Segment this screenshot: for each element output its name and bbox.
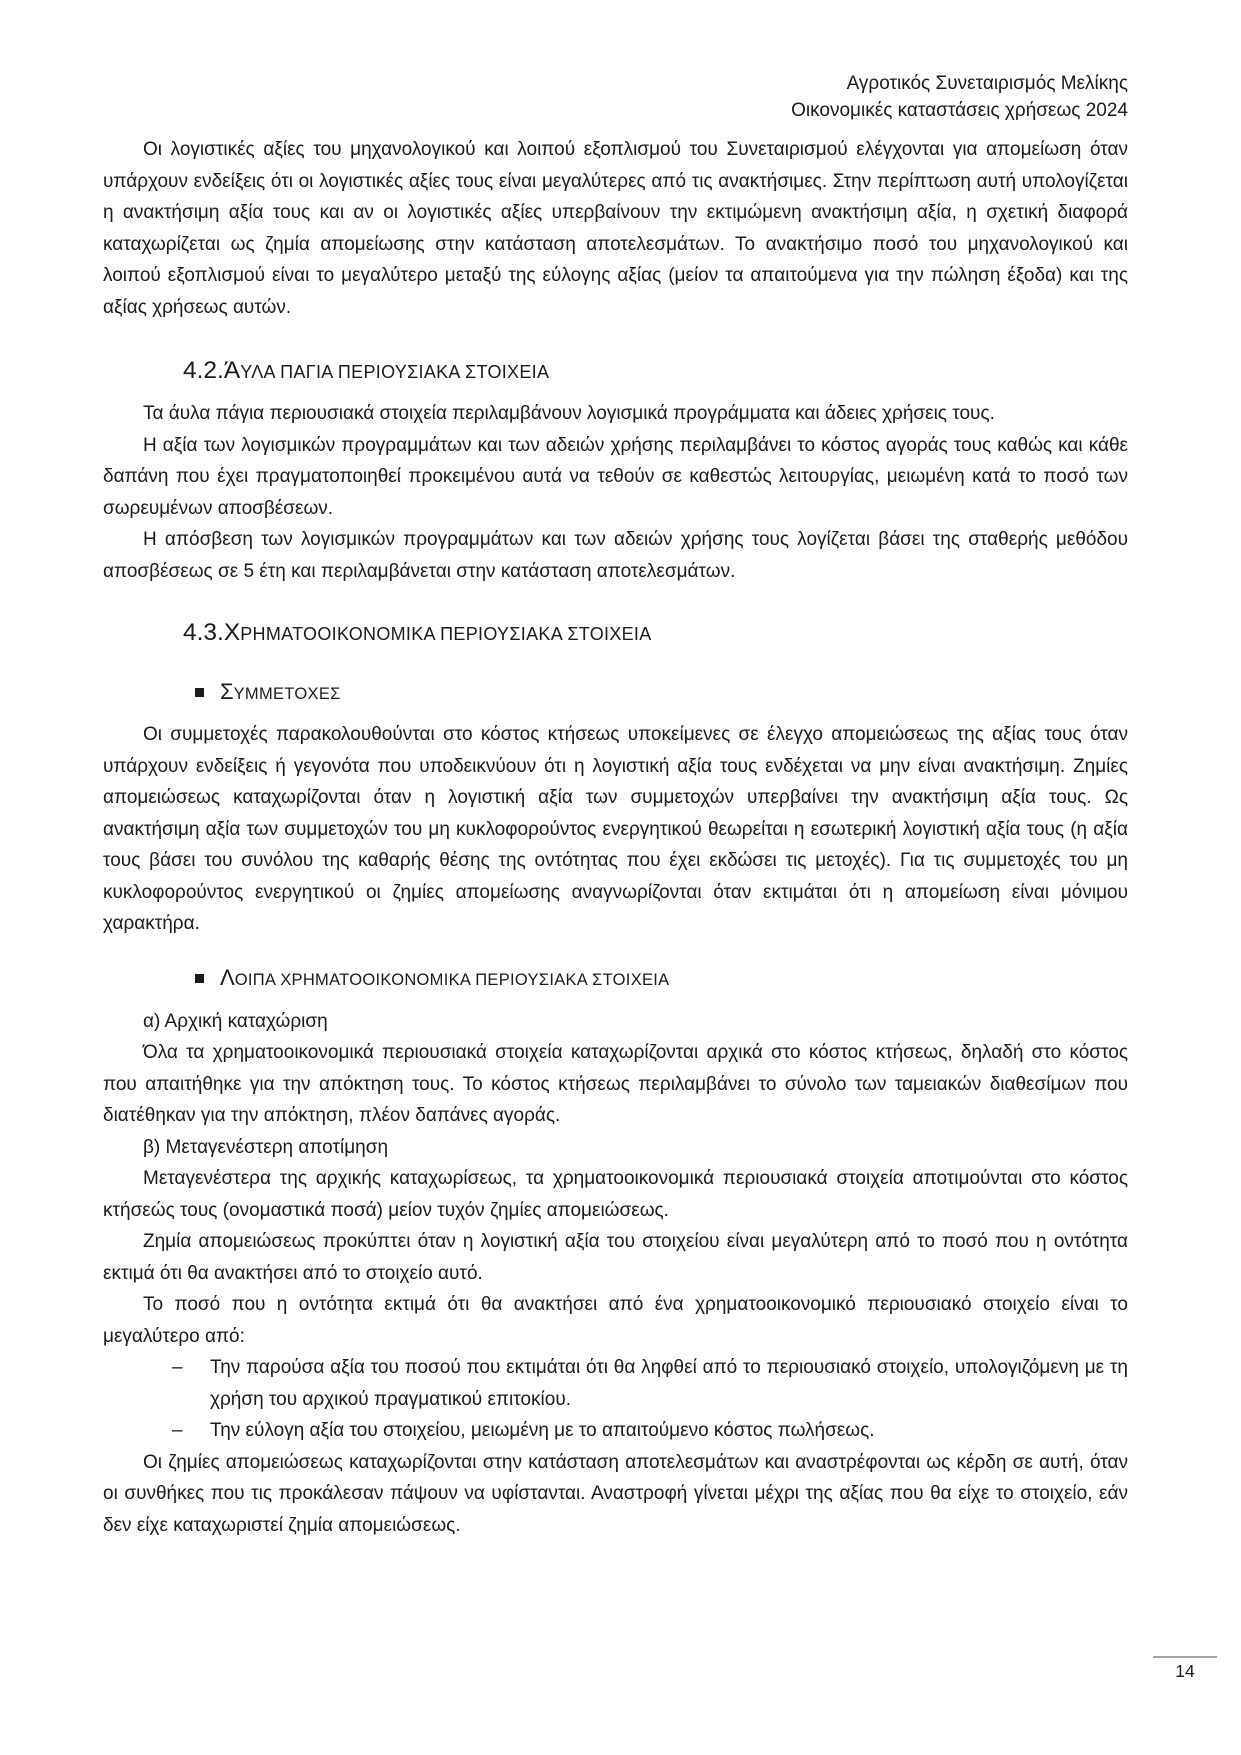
paragraph-subsequent-2: Ζημία απομειώσεως προκύπτει όταν η λογιστική αξία του στοιχείου είναι μεγαλύτερη από το ποσό που η οντότητα εκτιμά ότι θα ανακτήσει από το στοιχείο αυτό. bbox=[103, 1231, 1128, 1284]
list-item bbox=[172, 1415, 1128, 1447]
bullet-square-icon bbox=[195, 974, 204, 983]
document-header bbox=[103, 70, 1128, 124]
label-initial-recognition: α) Αρχική καταχώριση bbox=[143, 1010, 328, 1032]
section-heading-rest: ΥΛΑ ΠΑΓΙΑ ΠΕΡΙΟΥΣΙΑΚΑ ΣΤΟΙΧΕΙΑ bbox=[240, 362, 550, 382]
bullet-label-rest: ΥΜΜΕΤΟΧΕΣ bbox=[233, 685, 341, 703]
paragraph-intangibles-1: Τα άυλα πάγια περιουσιακά στοιχεία περιλαμβάνουν λογισμικά προγράμματα και άδειες χρήσεις τους. bbox=[143, 403, 995, 424]
paragraph-intangibles-3: Η απόσβεση των λογισμικών προγραμμάτων και των αδειών χρήσης τους λογίζεται βάσει της σταθερής μεθόδου αποσβέσεως σε 5 έτη και περιλαμβάνεται στην κατάσταση αποτελεσμάτων. bbox=[103, 529, 1128, 582]
header-organization: Αγροτικός Συνεταιρισμός Μελίκης bbox=[846, 73, 1128, 94]
dash-list bbox=[103, 1352, 1128, 1447]
list-item-text: Την εύλογη αξία του στοιχείου, μειωμένη με το απαιτούμενο κόστος πωλήσεως. bbox=[210, 1420, 875, 1441]
page-footer bbox=[1153, 1656, 1217, 1682]
footer-divider bbox=[1153, 1656, 1217, 1658]
paragraph-impairment-reversal: Οι ζημίες απομειώσεως καταχωρίζονται στην κατάσταση αποτελεσμάτων και αναστρέφονται ως κέρδη σε αυτή, όταν οι συνθήκες που τις προκάλεσαν πάψουν να υφίστανται. Αναστροφή γίνεται μέχρι της αξίας που θα είχε το στοιχείο, εάν δεν είχε καταχωριστεί ζημία απομειώσεως. bbox=[103, 1451, 1128, 1536]
list-item-text: Την παρούσα αξία του ποσού που εκτιμάται ότι θα ληφθεί από το περιουσιακό στοιχείο, υπολογιζόμενη με τη χρήση του αρχικού πραγματικού επιτοκίου. bbox=[210, 1357, 1128, 1410]
paragraph-intangibles-2: Η αξία των λογισμικών προγραμμάτων και των αδειών χρήσης περιλαμβάνει το κόστος αγοράς τους καθώς και κάθε δαπάνη που έχει πραγματοποιηθεί προκειμένου αυτά να τεθούν σε καθεστώς λειτουργίας, μειωμένη κατά το ποσό των σωρευμένων αποσβέσεων. bbox=[103, 434, 1128, 519]
section-heading-lead: 4.3.Χ bbox=[183, 619, 241, 646]
section-heading-lead: 4.2.Ά bbox=[183, 357, 241, 384]
section-heading-4-3 bbox=[183, 618, 1128, 651]
bullet-item-symmetoxes bbox=[195, 677, 1128, 710]
page-content bbox=[103, 0, 1128, 1541]
label-subsequent-measurement: β) Μεταγενέστερη αποτίμηση bbox=[143, 1136, 389, 1158]
paragraph-participations: Οι συμμετοχές παρακολουθούνται στο κόστος κτήσεως υποκείμενες σε έλεγχο απομειώσεως της αξίας τους όταν υπάρχουν ενδείξεις ή γεγονότα που υποδεικνύουν ότι η λογιστική αξία τους ενδέχεται να μην είναι ανακτήσιμη. Ζημίες απομειώσεως καταχωρίζονται όταν η λογιστική αξία των συμμετοχών υπερβαίνει την ανακτήσιμη αξία τους. Ως ανακτήσιμη αξία των συμμετοχών του μη κυκλοφορούντος ενεργητικού θεωρείται η εσωτερική λογιστική αξία τους (η αξία τους βάσει του συνόλου της καθαρής θέσης της οντότητας που έχει εκδώσει τις μετοχές). Για τις συμμετοχές του μη κυκλοφορούντος ενεργητικού οι ζημίες απομείωσης αναγνωρίζονται όταν εκτιμάται ότι η απομείωση είναι μόνιμου χαρακτήρα. bbox=[103, 724, 1128, 934]
page-number: 14 bbox=[1175, 1661, 1195, 1681]
bullet-label-lead: Σ bbox=[220, 679, 234, 704]
header-subtitle: Οικονομικές καταστάσεις χρήσεως 2024 bbox=[791, 100, 1128, 121]
paragraph-initial-recognition: Όλα τα χρηματοοικονομικά περιουσιακά στοιχεία καταχωρίζονται αρχικά στο κόστος κτήσεως, δηλαδή στο κόστος που απαιτήθηκε για την απόκτηση τους. Το κόστος κτήσεως περιλαμβάνει το σύνολο των ταμειακών διαθεσίμων που διατέθηκαν για την απόκτηση, πλέον δαπάνες αγοράς. bbox=[103, 1042, 1128, 1126]
dash-marker: – bbox=[172, 1357, 183, 1378]
bullet-item-other-financial-assets bbox=[195, 963, 1128, 996]
section-heading-4-2 bbox=[183, 356, 1128, 389]
bullet-square-icon bbox=[195, 688, 204, 697]
paragraph-subsequent-3: Το ποσό που η οντότητα εκτιμά ότι θα ανακτήσει από ένα χρηματοοικονομικό περιουσιακό στοιχείο είναι το μεγαλύτερο από: bbox=[103, 1294, 1128, 1347]
paragraph-subsequent-1: Μεταγενέστερα της αρχικής καταχωρίσεως, τα χρηματοοικονομικά περιουσιακά στοιχεία αποτιμούνται στο κόστος κτήσεώς τους (ονομαστικά ποσά) μείον τυχόν ζημίες απομειώσεως. bbox=[103, 1168, 1128, 1221]
bullet-label-rest: ΟΙΠΑ ΧΡΗΜΑΤΟΟΙΚΟΝΟΜΙΚΑ ΠΕΡΙΟΥΣΙΑΚΑ ΣΤΟΙΧΕΙΑ bbox=[234, 970, 670, 989]
paragraph-impairment-intro: Οι λογιστικές αξίες του μηχανολογικού και λοιπού εξοπλισμού του Συνεταιρισμού ελέγχονται για απομείωση όταν υπάρχουν ενδείξεις ότι οι λογιστικές αξίες τους είναι μεγαλύτερες από τις ανακτήσιμες. Στην περίπτωση αυτή υπολογίζεται η ανακτήσιμη αξία τους και αν οι λογιστικές αξίες υπερβαίνουν την εκτιμώμενη ανακτήσιμη αξία, η σχετική διαφορά καταχωρίζεται ως ζημία απομείωσης στην κατάσταση αποτελεσμάτων. Το ανακτήσιμο ποσό του μηχανολογικού και λοιπού εξοπλισμού είναι το μεγαλύτερο μεταξύ της εύλογης αξίας (μείον τα απαιτούμενα για την πώληση έξοδα) και της αξίας χρήσεως αυτών. bbox=[103, 139, 1128, 318]
bullet-label-lead: Λ bbox=[220, 964, 235, 990]
section-heading-rest: ΡΗΜΑΤΟΟΙΚΟΝΟΜΙΚΑ ΠΕΡΙΟΥΣΙΑΚΑ ΣΤΟΙΧΕΙΑ bbox=[240, 624, 652, 644]
list-item bbox=[172, 1352, 1128, 1415]
dash-marker: – bbox=[172, 1420, 183, 1441]
